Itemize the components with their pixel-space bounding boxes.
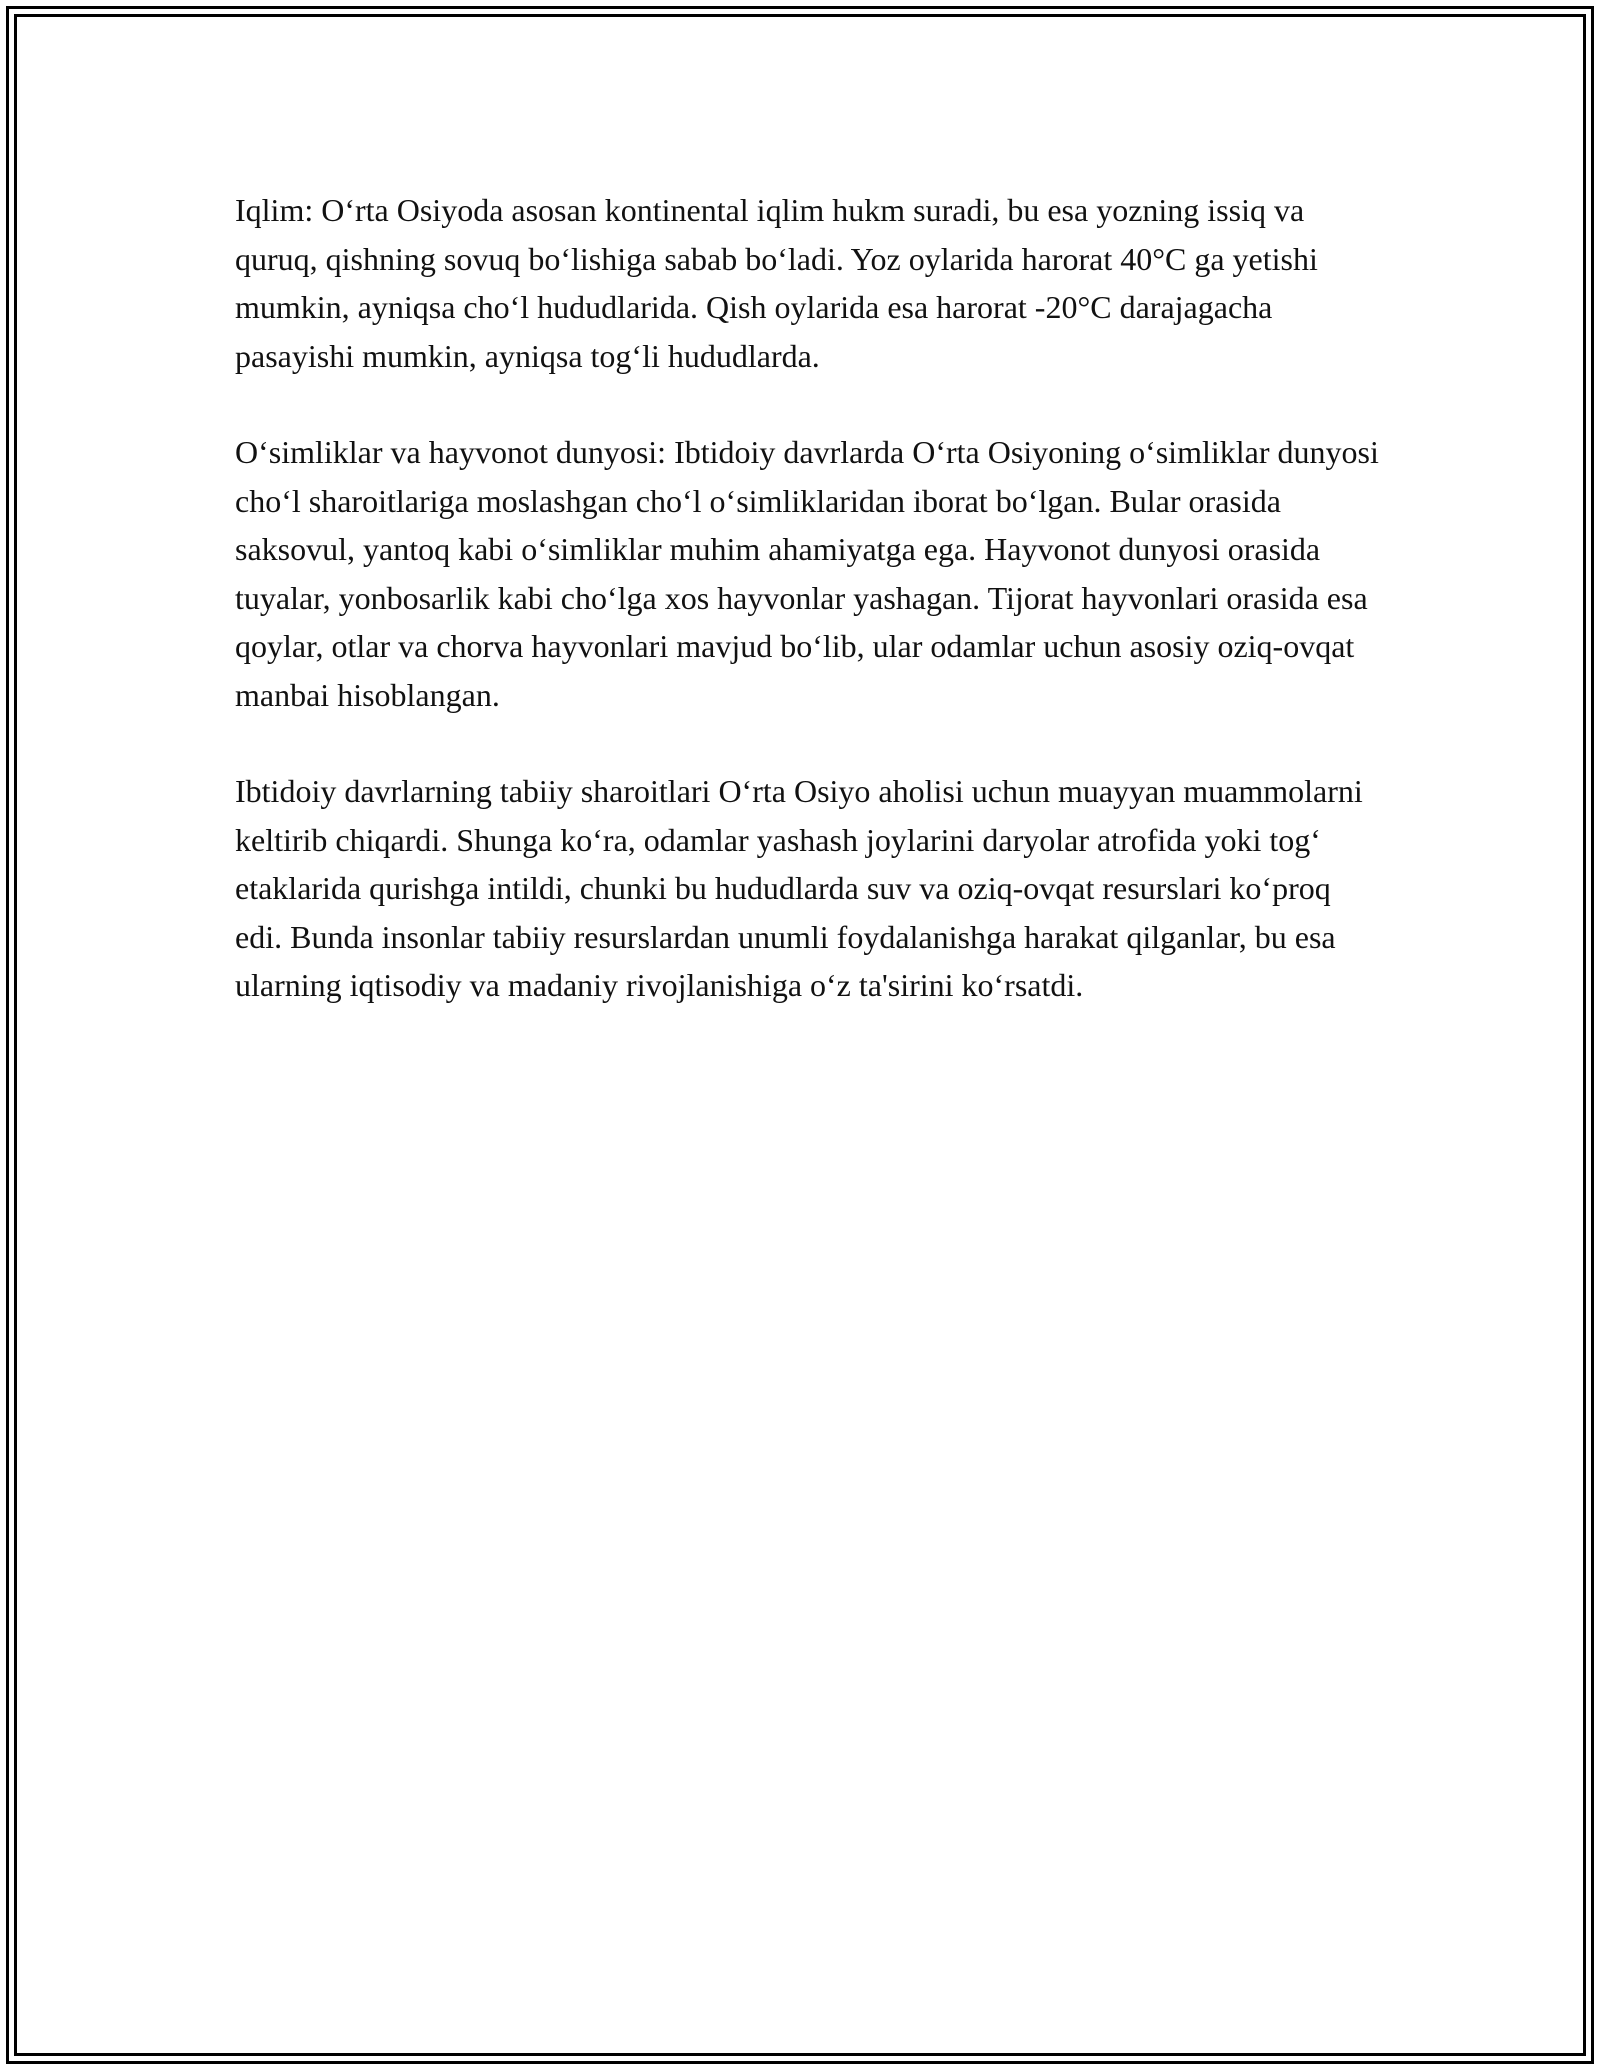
paragraph-natural-conditions: Ibtidoiy davrlarning tabiiy sharoitlari O‘rta Osiyo aholisi uchun muayyan muammolarni keltirib chiqardi. Shunga ko‘ra, odamlar yashash joylarini daryolar atrofida yoki tog‘ etaklarida qurishga intildi, chunki bu hududlarda suv va oziq-ovqat resurslari ko‘proq edi. Bunda insonlar tabiiy resurslardan unumli foydalanishga harakat qilganlar, bu esa ularning iqtisodiy va madaniy rivojlanishiga o‘z ta'sirini ko‘rsatdi. <box>235 773 1363 1003</box>
document-body <box>235 186 1385 1058</box>
paragraph-flora-fauna: O‘simliklar va hayvonot dunyosi: Ibtidoiy davrlarda O‘rta Osiyoning o‘simliklar dunyosi cho‘l sharoitlariga moslashgan cho‘l o‘simliklaridan iborat bo‘lgan. Bular orasida saksovul, yantoq kabi o‘simliklar muhim ahamiyatga ega. Hayvonot dunyosi orasida tuyalar, yonbosarlik kabi cho‘lga xos hayvonlar yashagan. Tijorat hayvonlari orasida esa qoylar, otlar va chorva hayvonlari mavjud bo‘lib, ular odamlar uchun asosiy oziq-ovqat manbai hisoblangan. <box>235 434 1379 713</box>
paragraph-climate: Iqlim: O‘rta Osiyoda asosan kontinental iqlim hukm suradi, bu esa yozning issiq va quruq, qishning sovuq bo‘lishiga sabab bo‘ladi. Yoz oylarida harorat 40°C ga yetishi mumkin, ayniqsa cho‘l hududlarida. Qish oylarida esa harorat -20°C darajagacha pasayishi mumkin, ayniqsa tog‘li hududlarda. <box>235 192 1318 374</box>
